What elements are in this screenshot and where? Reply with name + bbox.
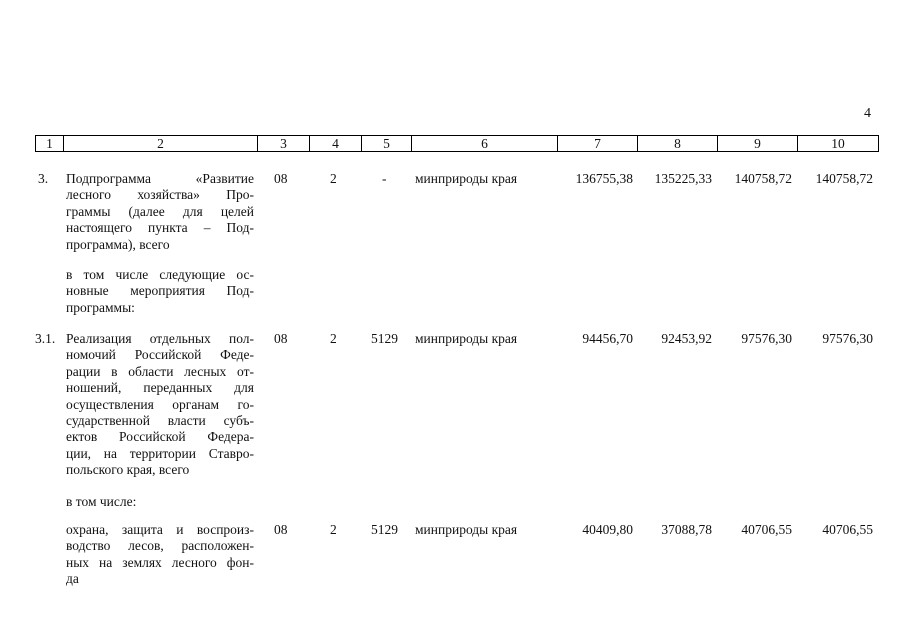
cell-col-5: 5129 [371, 522, 398, 537]
row-number: 3.1. [35, 331, 56, 346]
row-number: 3. [38, 171, 49, 186]
row-name-line: программы: [66, 299, 135, 315]
header-col-1: 1 [36, 136, 64, 152]
row-name-line: осуществления органам го- [66, 396, 254, 412]
row-name-line: новные мероприятия Под- [66, 283, 254, 299]
row-name-line: охрана, защита и воспроиз- [66, 522, 254, 537]
row-name [66, 171, 254, 253]
cell-col-6: минприроды края [415, 522, 518, 537]
cell-col-4: 2 [330, 522, 337, 537]
column-number-header [35, 135, 879, 152]
header-col-8: 8 [638, 136, 718, 152]
header-col-7: 7 [558, 136, 638, 152]
cell-col-9: 97576,30 [741, 331, 792, 346]
cell-col-9: 140758,72 [734, 171, 792, 186]
cell-col-10: 140758,72 [815, 171, 873, 186]
cell-col-4: 2 [330, 331, 337, 346]
row-name-line: номочий Российской Феде- [66, 347, 254, 363]
header-col-3: 3 [258, 136, 310, 152]
row-name [66, 522, 254, 588]
cell-col-10: 97576,30 [822, 331, 873, 346]
cell-col-5: - [382, 171, 387, 186]
cell-col-3: 08 [274, 522, 288, 537]
header-col-2: 2 [64, 136, 258, 152]
cell-col-5: 5129 [371, 331, 398, 346]
cell-col-7: 136755,38 [575, 171, 633, 186]
row-name-line: граммы (далее для целей [66, 203, 254, 219]
cell-col-7: 40409,80 [582, 522, 633, 537]
row-name-line: ношений, переданных для [66, 380, 254, 396]
cell-col-4: 2 [330, 171, 337, 186]
cell-col-9: 40706,55 [741, 522, 792, 537]
row-name-line: да [66, 571, 79, 587]
row-name-line: польского края, всего [66, 462, 190, 478]
cell-col-6: минприроды края [415, 331, 518, 346]
row-name-line: ных на землях лесного фон- [66, 554, 254, 570]
row-name [66, 331, 254, 479]
cell-col-10: 40706,55 [822, 522, 873, 537]
row-name-line: Подпрограмма «Развитие [66, 171, 254, 186]
header-col-4: 4 [310, 136, 362, 152]
header-col-6: 6 [412, 136, 558, 152]
cell-col-3: 08 [274, 331, 288, 346]
row-name [66, 494, 254, 510]
cell-col-8: 37088,78 [661, 522, 712, 537]
page-number: 4 [864, 106, 871, 121]
row-name-line: рации в области лесных от- [66, 363, 254, 379]
header-col-9: 9 [718, 136, 798, 152]
row-name-line: лесного хозяйства» Про- [66, 187, 254, 203]
cell-col-6: минприроды края [415, 171, 518, 186]
row-name-line: сударственной власти субъ- [66, 413, 254, 429]
row-name [66, 267, 254, 316]
header-col-5: 5 [362, 136, 412, 152]
row-name-line: настоящего пункта – Под- [66, 220, 254, 236]
row-name-line: в том числе следующие ос- [66, 267, 254, 282]
cell-col-8: 135225,33 [654, 171, 712, 186]
cell-col-7: 94456,70 [582, 331, 633, 346]
row-name-line: водство лесов, расположен- [66, 538, 254, 554]
header-col-10: 10 [798, 136, 879, 152]
row-name-line: программа), всего [66, 236, 170, 252]
row-name-line: ектов Российской Федера- [66, 429, 254, 445]
row-name-line: ции, на территории Ставро- [66, 445, 254, 461]
row-name-line: в том числе: [66, 494, 137, 509]
cell-col-3: 08 [274, 171, 288, 186]
cell-col-8: 92453,92 [661, 331, 712, 346]
row-name-line: Реализация отдельных пол- [66, 331, 254, 346]
